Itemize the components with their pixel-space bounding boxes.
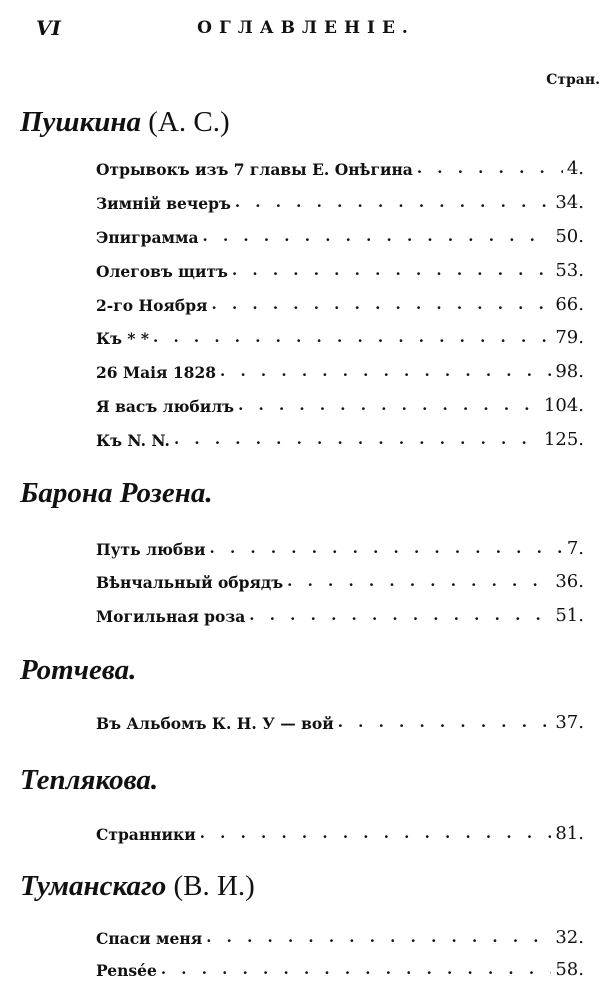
entry-page: 4. (566, 158, 584, 179)
toc-entry[interactable] (96, 322, 584, 348)
toc-entry[interactable] (96, 255, 584, 281)
section-author: Пушкина (20, 106, 142, 138)
page-column-label: Стран. (546, 72, 600, 88)
entry-title: Зимнiй вечеръ (96, 194, 231, 213)
toc-entry[interactable] (96, 600, 584, 626)
entry-title: Спаси меня (96, 929, 203, 948)
toc-entry[interactable] (96, 566, 584, 592)
entry-title: 2-го Ноября (96, 296, 208, 315)
section-author: Барона Розена. (20, 477, 213, 509)
entry-title: Путь любви (96, 540, 206, 559)
dot-leader (212, 297, 552, 312)
entry-title: Отрывокъ изъ 7 главы Е. Онѣгина (96, 160, 413, 179)
section-initials: (А. С.) (148, 106, 230, 138)
toc-entry[interactable] (96, 390, 584, 416)
toc-entry[interactable] (96, 187, 584, 213)
entry-title: Олеговъ щитъ (96, 262, 228, 281)
entry-page: 37. (555, 712, 584, 733)
dot-leader (287, 574, 551, 589)
entry-page: 125. (543, 429, 584, 450)
entry-page: 104. (543, 395, 584, 416)
dot-leader (161, 962, 552, 977)
dot-leader (249, 608, 551, 623)
dot-leader (338, 715, 552, 730)
entry-title: Эпиграмма (96, 228, 199, 247)
entry-page: 32. (555, 927, 584, 948)
dot-leader (174, 432, 540, 447)
section-author: Ротчева. (20, 654, 137, 686)
page-header (36, 16, 576, 46)
section-heading-pushkin (20, 106, 230, 139)
toc-entry[interactable] (96, 221, 584, 247)
page-number: VI (36, 16, 61, 40)
toc-entry[interactable] (96, 707, 584, 733)
entry-page: 66. (555, 294, 584, 315)
entry-page: 50. (555, 226, 584, 247)
dot-leader (206, 930, 551, 945)
entry-title: Къ * * (96, 329, 149, 348)
entry-page: 98. (555, 361, 584, 382)
dot-leader (203, 229, 552, 244)
entry-page: 36. (555, 571, 584, 592)
entry-page: 58. (555, 959, 584, 980)
entry-page: 53. (555, 260, 584, 281)
toc-entry[interactable] (96, 922, 584, 948)
running-title: ОГЛАВЛЕНIЕ. (197, 18, 415, 38)
section-heading-teplyakov (20, 764, 158, 797)
toc-entry[interactable] (96, 533, 584, 559)
entry-page: 34. (555, 192, 584, 213)
section-heading-rotchev (20, 654, 136, 687)
entry-title: Вѣнчальный обрядъ (96, 573, 284, 592)
entry-page: 81. (555, 823, 584, 844)
entry-title: Pensée (96, 961, 157, 980)
entry-page: 51. (555, 605, 584, 626)
entry-title: 26 Маiя 1828 (96, 363, 217, 382)
entry-title: Въ Альбомъ К. Н. У — вой (96, 714, 334, 733)
dot-leader (210, 541, 563, 556)
dot-leader (200, 826, 552, 841)
entry-title: Къ N. N. (96, 431, 170, 450)
toc-entry[interactable] (96, 424, 584, 450)
entry-title: Странники (96, 825, 196, 844)
entry-title: Могильная роза (96, 607, 246, 626)
toc-entry[interactable] (96, 356, 584, 382)
entry-title: Я васъ любилъ (96, 397, 235, 416)
dot-leader (417, 161, 563, 176)
toc-entry[interactable] (96, 153, 584, 179)
dot-leader (235, 195, 552, 210)
section-heading-tumansky (20, 870, 255, 903)
section-author: Туманскаго (20, 870, 167, 902)
section-author: Теплякова. (20, 764, 159, 796)
entry-page: 79. (555, 327, 584, 348)
entry-page: 7. (566, 538, 584, 559)
toc-entry[interactable] (96, 289, 584, 315)
section-initials: (В. И.) (173, 870, 255, 902)
toc-entry[interactable] (96, 818, 584, 844)
section-heading-rozen (20, 477, 213, 510)
dot-leader (153, 330, 551, 345)
dot-leader (232, 263, 551, 278)
dot-leader (220, 364, 551, 379)
dot-leader (238, 398, 540, 413)
toc-entry[interactable] (96, 954, 584, 980)
